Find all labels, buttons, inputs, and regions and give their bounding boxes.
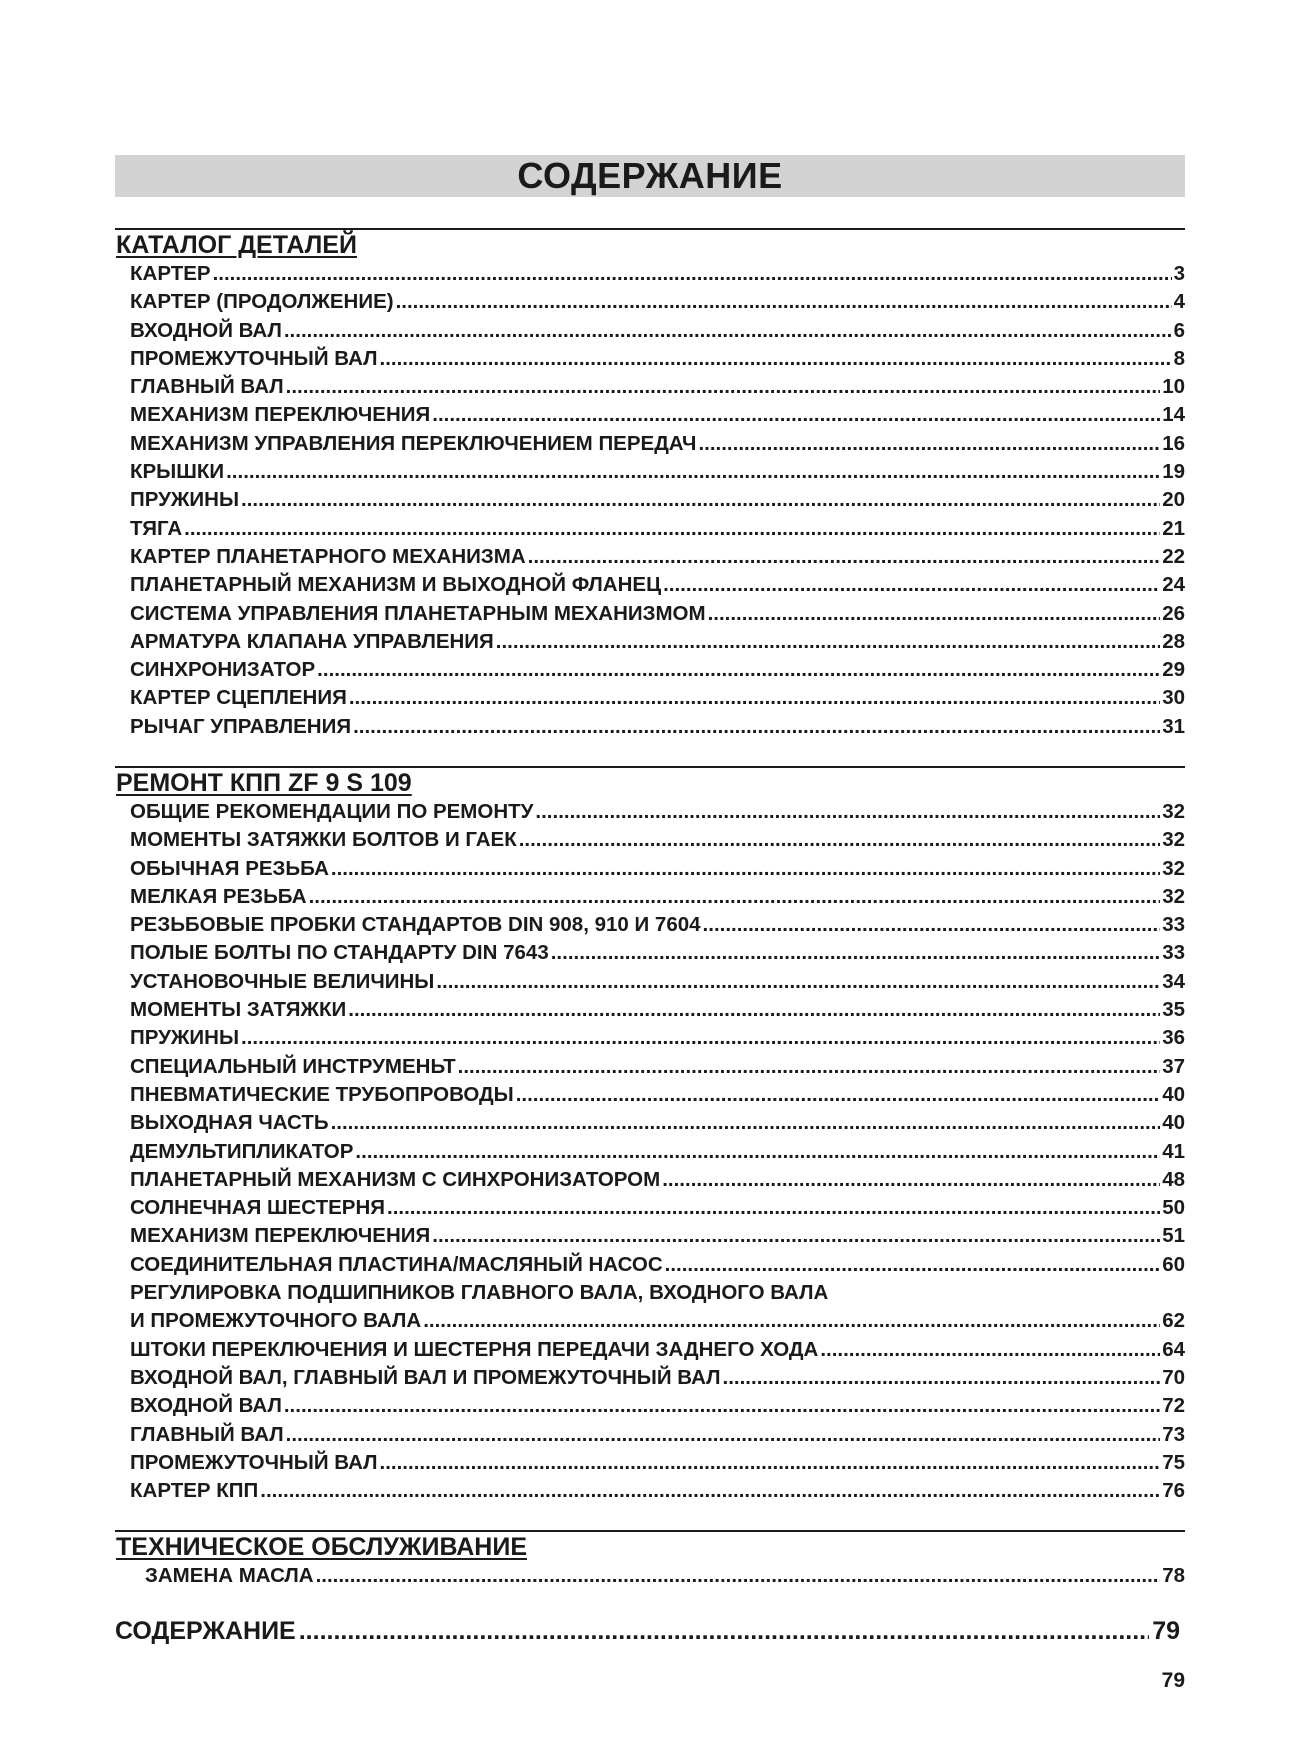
dot-leader [708,600,1161,628]
toc-entry[interactable] [130,317,1185,345]
dot-leader [387,1194,1160,1222]
section-maintenance [115,1530,1185,1590]
dot-leader [299,1615,1149,1647]
toc-entry[interactable] [130,1251,1185,1279]
toc-entry-page: 19 [1162,460,1185,484]
toc-entry-page: 32 [1162,884,1185,908]
toc-entry-label: ПРОМЕЖУТОЧНЫЙ ВАЛ [130,346,378,370]
dot-leader [317,656,1160,684]
toc-entry-label: МЕХАНИЗМ УПРАВЛЕНИЯ ПЕРЕКЛЮЧЕНИЕМ ПЕРЕДАЧ [130,431,697,455]
toc-entry[interactable] [145,1562,1185,1590]
toc-entry[interactable] [130,1194,1185,1222]
dot-leader [820,1336,1160,1364]
toc-entry-label: КАРТЕР СЦЕПЛЕНИЯ [130,686,347,710]
toc-entry-page: 21 [1162,516,1185,540]
toc-entry-label: СОЛНЕЧНАЯ ШЕСТЕРНЯ [130,1196,386,1220]
toc-entry-label: СПЕЦИАЛЬНЫЙ ИНСТРУМЕНЬТ [130,1054,456,1078]
dot-leader [380,1449,1161,1477]
toc-entry-label: ВХОДНОЙ ВАЛ, ГЛАВНЫЙ ВАЛ И ПРОМЕЖУТОЧНЫЙ ВАЛ [130,1365,721,1389]
toc-entry[interactable] [130,1477,1185,1505]
toc-entry-page: 75 [1162,1450,1185,1474]
toc-entry[interactable] [130,486,1185,514]
toc-entry-label: АРМАТУРА КЛАПАНА УПРАВЛЕНИЯ [130,629,494,653]
toc-entry[interactable] [130,656,1185,684]
dot-leader [423,1307,1160,1335]
dot-leader [184,515,1160,543]
toc-entry-label: ПЛАНЕТАРНЫЙ МЕХАНИЗМ С СИНХРОНИЗАТОРОМ [130,1167,661,1191]
toc-entry-label: КАРТЕР КПП [130,1479,259,1503]
toc-entry-page: 31 [1162,714,1185,738]
toc-entry[interactable] [130,1449,1185,1477]
toc-entry-page: 34 [1162,969,1185,993]
dot-leader [516,1081,1160,1109]
section-heading: ТЕХНИЧЕСКОЕ ОБСЛУЖИВАНИЕ [116,1533,527,1561]
dot-leader [286,1421,1161,1449]
section-heading: РЕМОНТ КПП ZF 9 S 109 [116,769,412,797]
dot-leader [396,288,1172,316]
dot-leader [519,826,1160,854]
dot-leader [286,373,1161,401]
toc-entry-page: 41 [1162,1139,1185,1163]
dot-leader [458,1053,1161,1081]
toc-entry[interactable] [130,1364,1185,1392]
toc-entry-page: 37 [1162,1054,1185,1078]
toc-entry-label: СОЕДИНИТЕЛЬНАЯ ПЛАСТИНА/МАСЛЯНЫЙ НАСОС [130,1252,663,1276]
toc-entry-page: 51 [1162,1224,1185,1248]
toc-entry-label: СИНХРОНИЗАТОР [130,658,316,682]
toc-entry-page: 40 [1162,1082,1185,1106]
toc-entry[interactable] [130,1138,1185,1166]
dot-leader [241,486,1160,514]
dot-leader [348,996,1160,1024]
toc-entry-page: 8 [1173,346,1185,370]
dot-leader [380,345,1172,373]
toc-entry-page: 28 [1162,629,1185,653]
toc-entry[interactable] [130,855,1185,883]
toc-entry-label: УСТАНОВОЧНЫЕ ВЕЛИЧИНЫ [130,969,435,993]
toc-entry[interactable] [130,911,1185,939]
toc-entry[interactable] [130,1081,1185,1109]
toc-entry-page: 78 [1162,1564,1185,1587]
toc-entry-label: ВХОДНОЙ ВАЛ [130,318,282,342]
toc-entry-label: ВЫХОДНАЯ ЧАСТЬ [130,1111,329,1135]
toc-entry-page: 32 [1162,800,1185,823]
section-heading: КАТАЛОГ ДЕТАЛЕЙ [116,231,357,259]
toc-entry-label: ПЛАНЕТАРНЫЙ МЕХАНИЗМ И ВЫХОДНОЙ ФЛАНЕЦ [130,573,662,597]
toc-entry[interactable] [130,345,1185,373]
dot-leader [226,458,1160,486]
section-parts-catalog [115,228,1185,741]
toc-entry-label: ДЕМУЛЬТИПЛИКАТОР [130,1139,354,1163]
dot-leader [551,939,1160,967]
toc-entry-label: МОМЕНТЫ ЗАТЯЖКИ [130,998,347,1022]
section-repair [115,766,1185,1505]
dot-leader [213,260,1172,288]
toc-entry-page: 70 [1162,1365,1185,1389]
toc-entry-page: 29 [1162,658,1185,682]
toc-entry[interactable] [130,713,1185,741]
dot-leader [665,1251,1161,1279]
toc-entry-page: 79 [1152,1617,1180,1645]
toc-entry-page: 50 [1162,1196,1185,1220]
dot-leader [331,855,1160,883]
toc-entry[interactable] [130,458,1185,486]
toc-entry[interactable] [130,1392,1185,1420]
toc-entry[interactable] [130,883,1185,911]
dot-leader [284,317,1172,345]
toc-entry-label: ОБЫЧНАЯ РЕЗЬБА [130,856,329,880]
toc-entry-label: ТЯГА [130,516,183,540]
page-title: СОДЕРЖАНИЕ [517,155,783,196]
toc-entry-label: ПОЛЫЕ БОЛТЫ ПО СТАНДАРТУ DIN 7643 [130,941,549,965]
toc-entry[interactable] [130,1109,1185,1137]
toc-entry-page: 48 [1162,1167,1185,1191]
toc-entry-page: 64 [1162,1337,1185,1361]
toc-entry-page: 26 [1162,601,1185,625]
dot-leader [662,1166,1160,1194]
toc-entry-label: И ПРОМЕЖУТОЧНОГО ВАЛА [130,1309,422,1333]
dot-leader [723,1364,1161,1392]
toc-entry[interactable] [130,1222,1185,1250]
toc-entry-page: 76 [1162,1479,1185,1503]
toc-entry[interactable] [130,1024,1185,1052]
toc-entry[interactable] [130,515,1185,543]
toc-entry-page: 22 [1162,544,1185,568]
toc-entry-page: 24 [1162,573,1185,597]
toc-entry-label: РЫЧАГ УПРАВЛЕНИЯ [130,714,352,738]
toc-entry[interactable] [130,968,1185,996]
toc-entry-label: ПРОМЕЖУТОЧНЫЙ ВАЛ [130,1450,378,1474]
toc-entry-page: 72 [1162,1394,1185,1418]
dot-leader [353,713,1160,741]
toc-entry-label: ЗАМЕНА МАСЛА [145,1564,314,1587]
toc-entry[interactable] [130,571,1185,599]
toc-entry[interactable] [130,1421,1185,1449]
toc-entry[interactable] [130,1336,1185,1364]
dot-leader [436,968,1160,996]
dot-leader [316,1562,1161,1590]
toc-entry[interactable] [130,628,1185,656]
toc-entry[interactable] [130,939,1185,967]
toc-entry-label: СОДЕРЖАНИЕ [115,1617,296,1645]
toc-entry-page: 4 [1173,290,1185,314]
toc-entry-label: РЕЗЬБОВЫЕ ПРОБКИ СТАНДАРТОВ DIN 908, 910 И 7604 [130,913,701,937]
dot-leader [241,1024,1160,1052]
dot-leader [698,430,1160,458]
toc-entry-page: 32 [1162,856,1185,880]
toc-entry-label: ПРУЖИНЫ [130,1026,240,1050]
toc-entry-page: 16 [1162,431,1185,455]
dot-leader [663,571,1160,599]
toc-entry[interactable] [130,600,1185,628]
toc-entry[interactable] [130,1307,1185,1335]
toc-entry-label: КАРТЕР (ПРОДОЛЖЕНИЕ) [130,290,394,314]
toc-list [115,260,1185,741]
dot-leader [432,1222,1160,1250]
toc-entry-page: 60 [1162,1252,1185,1276]
toc-entry[interactable] [130,684,1185,712]
toc-entry[interactable] [130,543,1185,571]
toc-entry-page: 32 [1162,828,1185,852]
toc-entry[interactable] [130,288,1185,316]
page-number: 79 [1161,1669,1185,1692]
toc-entry-page: 40 [1162,1111,1185,1135]
dot-leader [349,684,1160,712]
dot-leader [355,1138,1160,1166]
toc-entry[interactable] [130,401,1185,429]
dot-leader [331,1109,1161,1137]
toc-entry-label: МЕЛКАЯ РЕЗЬБА [130,884,307,908]
toc-entry-label: ПНЕВМАТИЧЕСКИЕ ТРУБОПРОВОДЫ [130,1082,514,1106]
toc-entry-label: КАРТЕР [130,262,211,285]
dot-leader [528,543,1161,571]
toc-entry-page: 3 [1173,262,1185,285]
toc-entry-page: 10 [1162,375,1185,399]
toc-entry[interactable] [130,798,1185,826]
toc-entry[interactable] [130,430,1185,458]
toc-entry-page: 36 [1162,1026,1185,1050]
toc-entry-label: ПРУЖИНЫ [130,488,240,512]
toc-entry-page: 62 [1162,1309,1185,1333]
toc-entry-label: ГЛАВНЫЙ ВАЛ [130,375,284,399]
dot-leader [284,1392,1160,1420]
title-band [115,155,1185,197]
toc-entry-label: КРЫШКИ [130,460,225,484]
dot-leader [496,628,1160,656]
toc-entry-page: 20 [1162,488,1185,512]
toc-list [115,798,1185,1505]
toc-entry[interactable] [130,1279,1185,1307]
toc-entry-label: КАРТЕР ПЛАНЕТАРНОГО МЕХАНИЗМА [130,544,526,568]
toc-entry-label: ГЛАВНЫЙ ВАЛ [130,1422,284,1446]
toc-entry-label: МЕХАНИЗМ ПЕРЕКЛЮЧЕНИЯ [130,403,431,427]
toc-entry-page: 35 [1162,998,1185,1022]
toc-entry-contents[interactable] [115,1615,1180,1647]
toc-entry-label: СИСТЕМА УПРАВЛЕНИЯ ПЛАНЕТАРНЫМ МЕХАНИЗМОМ [130,601,706,625]
toc-entry[interactable] [130,1166,1185,1194]
toc-entry-page: 30 [1162,686,1185,710]
toc-entry[interactable] [130,260,1185,288]
toc-list [115,1562,1185,1590]
dot-leader [535,798,1160,826]
toc-entry-label: ОБЩИЕ РЕКОМЕНДАЦИИ ПО РЕМОНТУ [130,800,534,823]
toc-entry-label: РЕГУЛИРОВКА ПОДШИПНИКОВ ГЛАВНОГО ВАЛА, ВХОДНОГО ВАЛА [130,1281,829,1305]
toc-entry[interactable] [130,1053,1185,1081]
toc-entry-page: 14 [1162,403,1185,427]
toc-entry[interactable] [130,373,1185,401]
dot-leader [260,1477,1160,1505]
dot-leader [309,883,1161,911]
toc-entry-label: ШТОКИ ПЕРЕКЛЮЧЕНИЯ И ШЕСТЕРНЯ ПЕРЕДАЧИ ЗАДНЕГО ХОДА [130,1337,819,1361]
dot-leader [703,911,1161,939]
toc-entry-label: ВХОДНОЙ ВАЛ [130,1394,282,1418]
toc-entry[interactable] [130,996,1185,1024]
toc-entry[interactable] [130,826,1185,854]
toc-entry-page: 6 [1173,318,1185,342]
toc-entry-page: 33 [1162,941,1185,965]
toc-entry-page: 33 [1162,913,1185,937]
toc-entry-page: 73 [1162,1422,1185,1446]
toc-entry-label: МЕХАНИЗМ ПЕРЕКЛЮЧЕНИЯ [130,1224,431,1248]
dot-leader [432,401,1160,429]
toc-entry-label: МОМЕНТЫ ЗАТЯЖКИ БОЛТОВ И ГАЕК [130,828,517,852]
